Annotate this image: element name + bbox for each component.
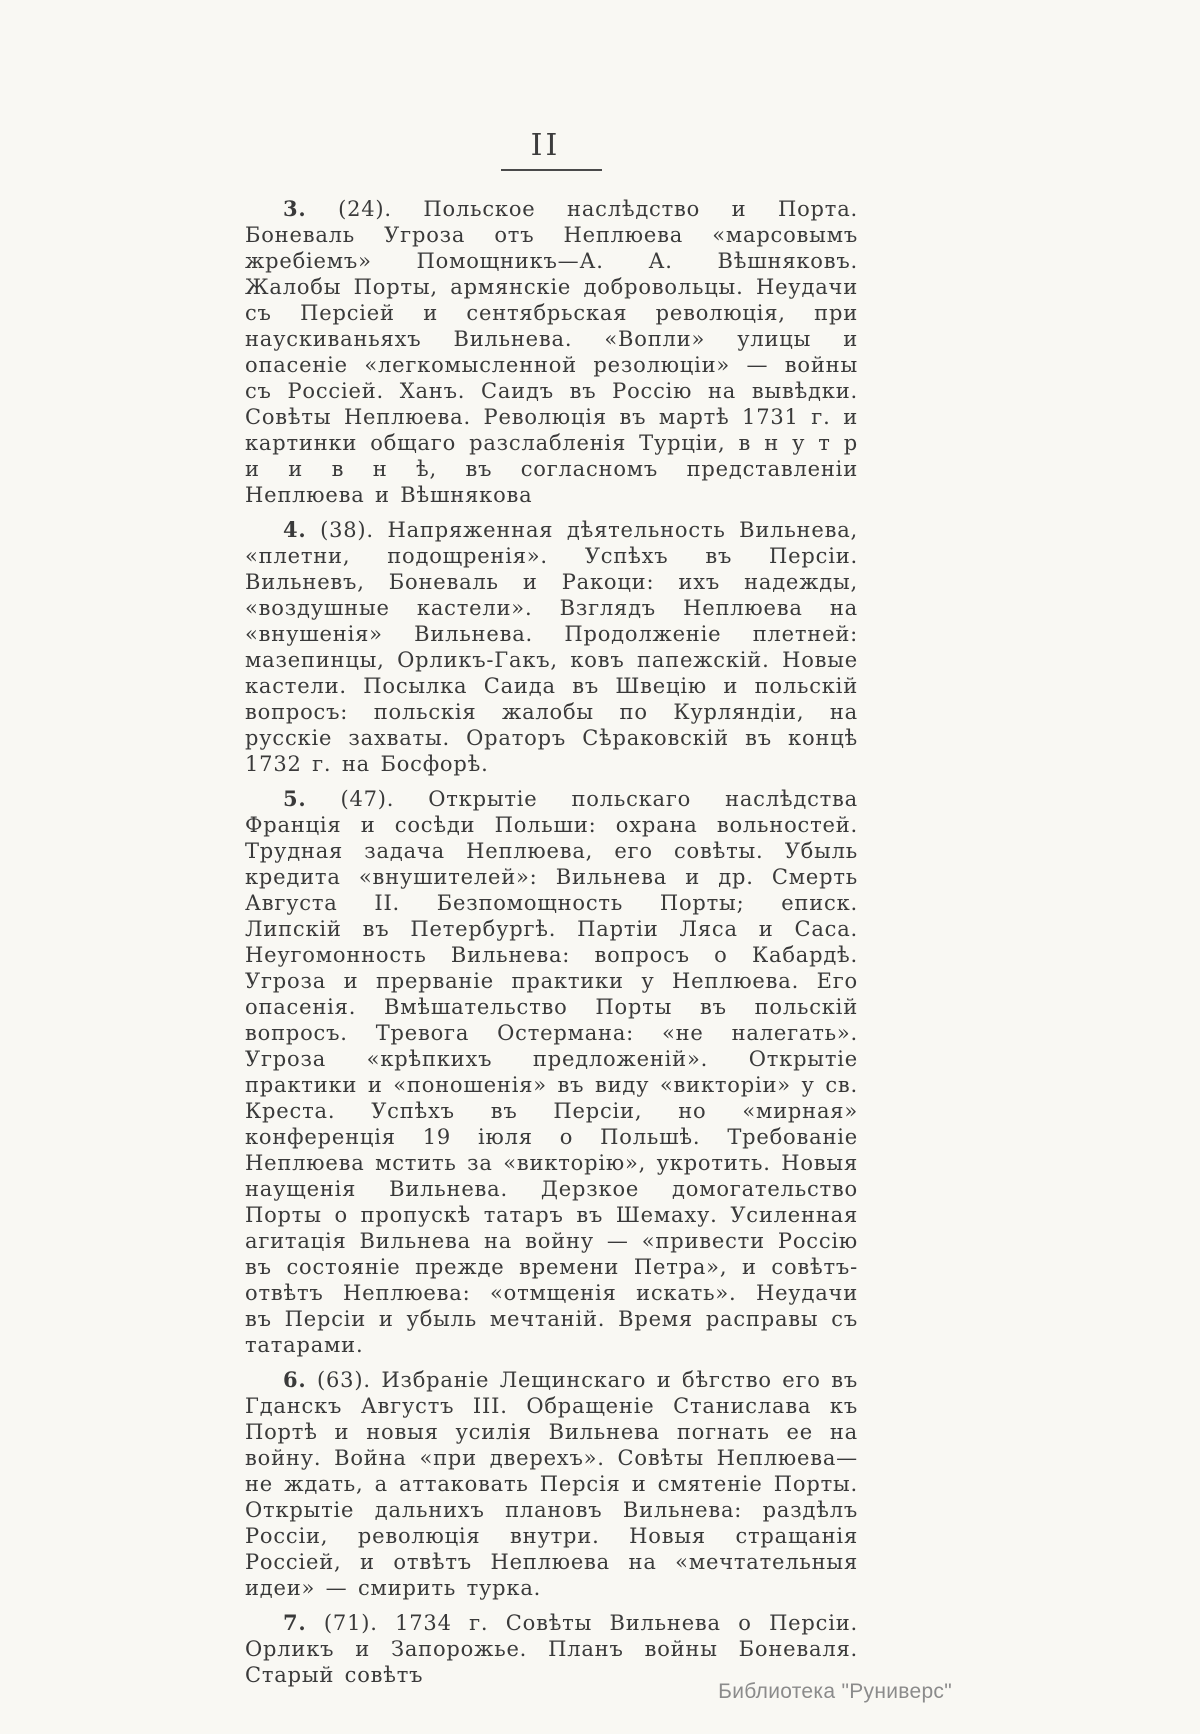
entry-text: Избраніе Лещинскаго и бѣгство его въ Гданскъ Августъ III. Обращеніе Станислава къ Портѣ и новыя усилія Вильнева погнать ее на войну. Война «при дверехъ». Совѣты Неплюева—не ждать, а аттаковать Персія и смятеніе Порты. Открытіе дальнихъ плановъ Вильнева: раздѣлъ Россіи, революція внутри. Новыя стращанія Россіей, и отвѣтъ Неплюева на «мечтательныя идеи» — смирить турка.: [245, 1368, 859, 1600]
entry-text: Польское наслѣдство и Порта. Боневаль Угроза отъ Неплюева «марсовымъ жребіемъ» Помощникъ—А. А. Вѣшняковъ. Жалобы Порты, армянскіе добровольцы. Неудачи съ Персіей и сентябрьская революція, при наускиваньяхъ Вильнева. «Вопли» улицы и опасеніе «легкомысленной резолюціи» — войны съ Россіей. Ханъ. Саидъ въ Россію на вывѣдки. Совѣты Неплюева. Революція въ мартѣ 1731 г. и картинки общаго разслабленія Турціи, в н у т р и и в н ѣ, въ согласномъ представленіи Неплюева и Вѣшнякова: [245, 197, 858, 507]
toc-entry: [245, 786, 858, 1358]
entry-page-ref: (47).: [340, 787, 395, 811]
entry-number: 5.: [283, 786, 307, 811]
toc-entry: [245, 1610, 858, 1688]
entry-page-ref: (63).: [317, 1368, 371, 1392]
toc-entry: [245, 1367, 858, 1601]
page-heading-wrap: [245, 128, 858, 171]
entry-number: 3.: [283, 196, 307, 221]
entry-page-ref: (24).: [338, 197, 392, 221]
toc-entry: [245, 517, 858, 777]
entry-number: 6.: [283, 1367, 307, 1392]
entry-text: Напряженная дѣятельность Вильнева, «плетни, подощренія». Успѣхъ въ Персіи. Вильневъ, Боневаль и Ракоци: ихъ надежды, «воздушные кастели». Взглядъ Неплюева на «внушенія» Вильнева. Продолженіе плетней: мазепинцы, Орликъ-Гакъ, ковъ папежскій. Новые кастели. Посылка Саида въ Швецію и польскій вопросъ: польскія жалобы по Курляндіи, на русскіе захваты. Ораторъ Сѣраковскій въ концѣ 1732 г. на Босфорѣ.: [245, 518, 858, 776]
page-number-heading: II: [501, 128, 603, 171]
library-watermark: Библиотека "Руниверс": [718, 1680, 952, 1703]
entry-number: 4.: [283, 517, 307, 542]
entry-page-ref: (71).: [323, 1611, 378, 1635]
entry-page-ref: (38).: [320, 518, 374, 542]
toc-content: [245, 196, 858, 1697]
entry-text: 1734 г. Совѣты Вильнева о Персіи. Орликъ и Запорожье. Планъ войны Боневаля. Старый совѣтъ: [245, 1611, 859, 1687]
toc-entry: [245, 196, 858, 508]
entry-text: Открытіе польскаго наслѣдства Франція и сосѣди Польши: охрана вольностей. Трудная задача Неплюева, его совѣты. Убыль кредита «внушителей»: Вильнева и др. Смерть Августа II. Безпомощность Порты; еписк. Липскій въ Петербургѣ. Партіи Ляса и Саса. Неугомонность Вильнева: вопросъ о Кабардѣ. Угроза и прерваніе практики у Неплюева. Его опасенія. Вмѣшательство Порты въ польскій вопросъ. Тревога Остермана: «не налегать». Угроза «крѣпкихъ предложеній». Открытіе практики и «поношенія» въ виду «викторіи» у св. Креста. Успѣхъ въ Персіи, но «мирная» конференція 19 іюля о Польшѣ. Требованіе Неплюева мстить за «викторію», укротить. Новыя наущенія Вильнева. Дерзкое домогательство Порты о пропускѣ татаръ въ Шемаху. Усиленная агитація Вильнева на войну — «привести Россію въ состояніе прежде времени Петра», и совѣтъ-отвѣтъ Неплюева: «отмщенія искать». Неудачи въ Персіи и убыль мечтаній. Время расправы съ татарами.: [245, 787, 858, 1357]
entry-number: 7.: [283, 1610, 307, 1635]
